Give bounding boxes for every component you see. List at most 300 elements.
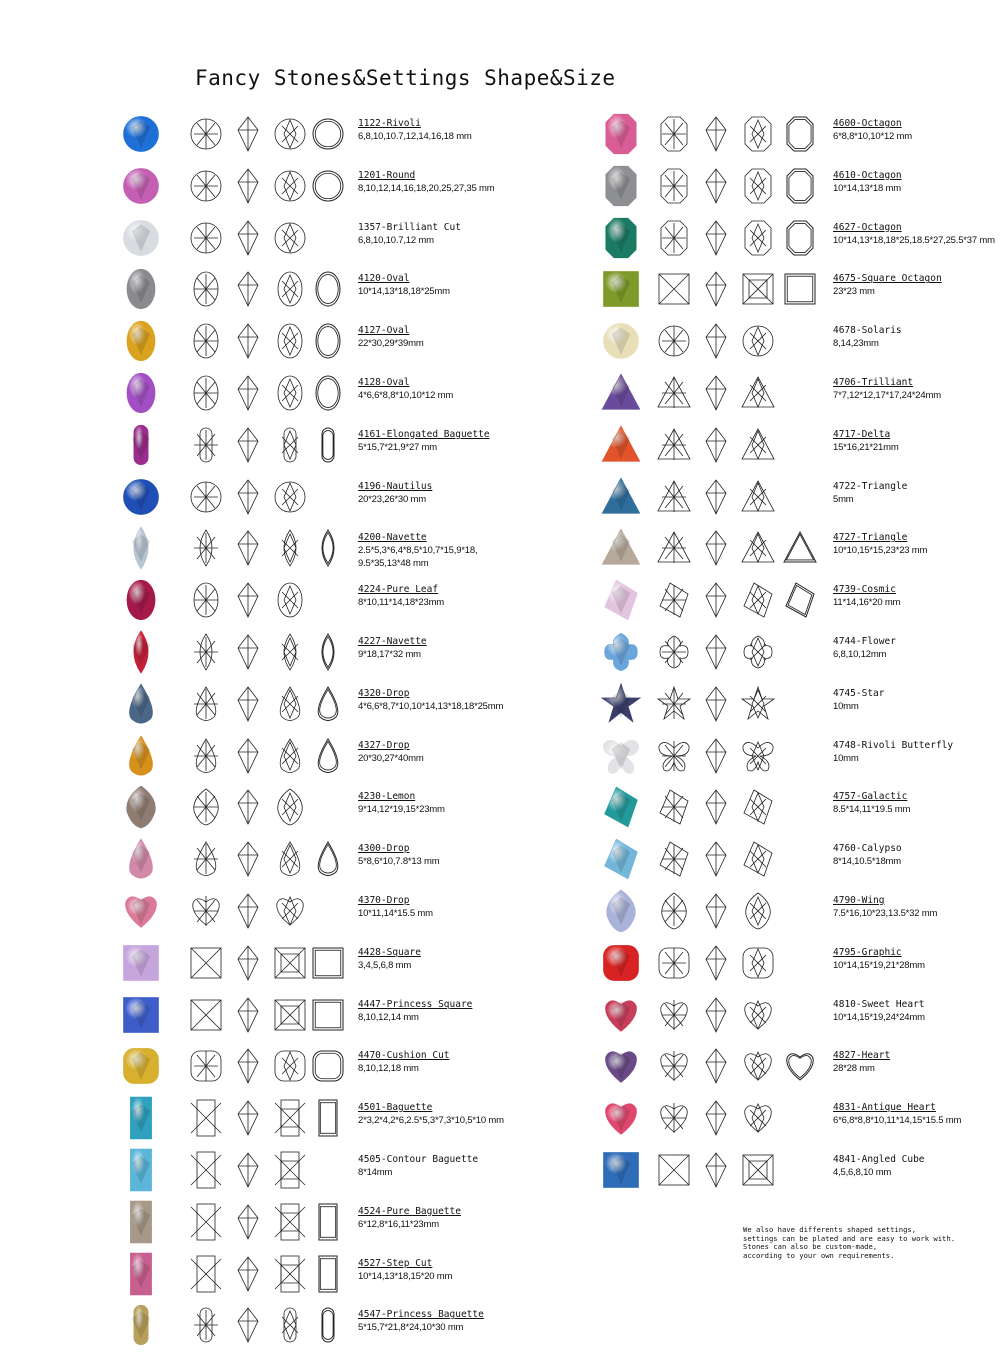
stone-name: 4547-Princess Baguette <box>358 1309 484 1321</box>
stone-name: 4795-Graphic <box>833 946 902 958</box>
stone-cut-drawings <box>656 528 776 568</box>
stone-sizes: 28*28 mm <box>833 1063 875 1075</box>
setting-drawing <box>310 528 346 568</box>
stone-sizes: 5*15,7*21,8*24,10*30 mm <box>358 1322 464 1334</box>
cut-drawing <box>740 839 776 879</box>
stone-row <box>112 1092 592 1144</box>
cut-drawing <box>230 1254 266 1294</box>
stone-cut-drawings <box>188 218 308 258</box>
cut-drawing <box>272 218 308 258</box>
cut-drawing <box>188 269 224 309</box>
stone-photo <box>598 474 644 520</box>
cut-drawing <box>656 839 692 879</box>
stone-sizes: 10mm <box>833 752 859 764</box>
cut-drawing <box>740 943 776 983</box>
cut-drawing <box>188 528 224 568</box>
cut-drawing <box>272 995 308 1035</box>
cut-drawing <box>698 373 734 413</box>
stone-row <box>592 678 992 730</box>
stone-row <box>112 419 592 471</box>
cut-drawing <box>740 166 776 206</box>
cut-drawing <box>656 269 692 309</box>
stone-row <box>592 574 992 626</box>
stone-info <box>833 687 884 713</box>
stone-sizes: 4*6,6*8,7*10,10*14,13*18,18*25mm <box>358 700 504 712</box>
cut-drawing <box>740 269 776 309</box>
stone-name: 4127-Oval <box>358 325 410 337</box>
setting-drawing <box>310 321 346 361</box>
stone-name: 4505-Contour Baguette <box>358 1153 479 1165</box>
cut-drawing <box>230 684 266 724</box>
stone-name: 4227-Navette <box>358 635 427 647</box>
cut-drawing <box>272 321 308 361</box>
stone-sizes: 20*23,26*30 mm <box>358 493 426 505</box>
stone-photo <box>118 1251 164 1297</box>
cut-drawing <box>656 1150 692 1190</box>
stone-cut-drawings <box>188 321 308 361</box>
stone-row <box>112 315 592 367</box>
stone-photo <box>598 888 644 934</box>
cut-drawing <box>740 1046 776 1086</box>
stone-photo <box>118 940 164 986</box>
stone-photo <box>118 577 164 623</box>
cut-drawing <box>230 1098 266 1138</box>
stone-name: 4827-Heart <box>833 1050 891 1062</box>
stone-row <box>112 626 592 678</box>
stone-name: 4120-Oval <box>358 273 410 285</box>
stone-row <box>112 833 592 885</box>
stone-info <box>833 635 896 661</box>
stone-photo <box>118 1199 164 1245</box>
stone-name: 4722-Triangle <box>833 480 908 492</box>
stone-row <box>112 1196 592 1248</box>
stone-cut-drawings <box>188 580 308 620</box>
cut-drawing <box>272 373 308 413</box>
cut-drawing <box>230 1150 266 1190</box>
setting-drawing <box>310 373 346 413</box>
stone-photo <box>598 318 644 364</box>
stone-cut-drawings <box>656 269 776 309</box>
cut-drawing <box>188 787 224 827</box>
stone-cut-drawings <box>188 891 308 931</box>
stone-info <box>358 790 445 816</box>
cut-drawing <box>698 580 734 620</box>
stone-info <box>833 324 902 350</box>
stone-info <box>833 376 941 402</box>
stone-cut-drawings <box>188 736 308 776</box>
stone-cut-drawings <box>188 1254 308 1294</box>
stone-sizes: 8*14,10.5*18mm <box>833 856 901 868</box>
stone-name: 4524-Pure Baguette <box>358 1205 461 1217</box>
cut-drawing <box>740 684 776 724</box>
cut-drawing <box>656 736 692 776</box>
stone-sizes: 3,4,5,6,8 mm <box>358 959 412 971</box>
stone-cut-drawings <box>188 995 308 1035</box>
cut-drawing <box>230 839 266 879</box>
stone-sizes: 2.5*5,3*6,4*8,5*10,7*15,9*18, 9.5*35,13*48 mm <box>358 545 478 570</box>
stone-name: 4627-Octagon <box>833 221 902 233</box>
stone-row <box>592 989 992 1041</box>
stone-info <box>833 117 912 143</box>
stone-info <box>833 1101 961 1127</box>
stone-name: 4428-Square <box>358 946 421 958</box>
stone-row <box>112 471 592 523</box>
stone-info <box>358 376 453 402</box>
stone-name: 4128-Oval <box>358 376 410 388</box>
cut-drawing <box>272 1150 308 1190</box>
stone-photo <box>118 318 164 364</box>
stone-photo <box>598 111 644 157</box>
cut-drawing <box>656 1046 692 1086</box>
cut-drawing <box>188 1305 224 1345</box>
stone-name: 4790-Wing <box>833 894 885 906</box>
stone-sizes: 10mm <box>833 700 859 712</box>
cut-drawing <box>230 218 266 258</box>
cut-drawing <box>272 166 308 206</box>
stone-cut-drawings <box>656 995 776 1035</box>
stone-name: 4200-Navette <box>358 532 427 544</box>
cut-drawing <box>188 373 224 413</box>
right-stone-column <box>592 108 995 1196</box>
setting-drawing <box>310 114 346 154</box>
stone-photo <box>118 215 164 261</box>
cut-drawing <box>188 943 224 983</box>
stone-info <box>833 428 899 454</box>
stone-photo <box>118 629 164 675</box>
stone-row <box>112 1299 592 1351</box>
stone-cut-drawings <box>188 839 308 879</box>
stone-cut-drawings <box>656 1046 776 1086</box>
stone-sizes: 10*14,13*18,18*25mm <box>358 286 450 298</box>
cut-drawing <box>698 166 734 206</box>
stone-info <box>833 221 995 247</box>
setting-drawing <box>310 269 346 309</box>
cut-drawing <box>272 943 308 983</box>
stone-info <box>358 946 421 972</box>
stone-info <box>833 894 937 920</box>
stone-sizes: 10*10,15*15,23*23 mm <box>833 545 928 557</box>
stone-sizes: 8,14,23mm <box>833 338 879 350</box>
stone-cut-drawings <box>188 477 308 517</box>
stone-sizes: 8,10,12,14 mm <box>358 1011 419 1023</box>
stone-row <box>112 160 592 212</box>
cut-drawing <box>188 580 224 620</box>
cut-drawing <box>740 580 776 620</box>
stone-info <box>358 169 494 195</box>
cut-drawing <box>272 1305 308 1345</box>
stone-row <box>112 1144 592 1196</box>
setting-drawing <box>310 736 346 776</box>
stone-sizes: 9*18,17*32 mm <box>358 648 421 660</box>
stone-photo <box>598 1095 644 1141</box>
stone-sizes: 2*3,2*4,2*6,2.5*5,3*7,3*10,5*10 mm <box>358 1115 504 1127</box>
stone-cut-drawings <box>188 1150 308 1190</box>
cut-drawing <box>740 373 776 413</box>
stone-photo <box>118 370 164 416</box>
cut-drawing <box>230 1305 266 1345</box>
cut-drawing <box>740 321 776 361</box>
cut-drawing <box>698 943 734 983</box>
stone-info <box>358 1101 504 1127</box>
cut-drawing <box>656 684 692 724</box>
stone-cut-drawings <box>188 269 308 309</box>
stone-photo <box>598 836 644 882</box>
cut-drawing <box>188 632 224 672</box>
cut-drawing <box>740 477 776 517</box>
stone-row <box>112 781 592 833</box>
stone-cut-drawings <box>188 166 308 206</box>
cut-drawing <box>188 1202 224 1242</box>
cut-drawing <box>272 787 308 827</box>
stone-info <box>833 1049 890 1075</box>
stone-name: 4300-Drop <box>358 843 410 855</box>
stone-name: 4706-Trilliant <box>833 376 914 388</box>
cut-drawing <box>698 1098 734 1138</box>
stone-cut-drawings <box>656 425 776 465</box>
cut-drawing <box>230 995 266 1035</box>
stone-row <box>112 885 592 937</box>
stone-name: 4831-Antique Heart <box>833 1102 936 1114</box>
stone-row <box>592 212 995 264</box>
stone-row <box>112 1040 592 1092</box>
stone-cut-drawings <box>188 632 308 672</box>
cut-drawing <box>698 1046 734 1086</box>
stone-photo <box>118 992 164 1038</box>
setting-drawing <box>310 632 346 672</box>
stone-info <box>358 428 490 454</box>
stone-sizes: 7.5*16,10*23,13.5*32 mm <box>833 907 938 919</box>
stone-info <box>833 169 902 195</box>
cut-drawing <box>230 1202 266 1242</box>
stone-row <box>592 263 992 315</box>
stone-name: 4739-Cosmic <box>833 584 896 596</box>
stone-row <box>592 419 992 471</box>
stone-sizes: 10*14,13*18,18*25,18.5*27,25.5*37 mm <box>833 234 995 246</box>
stone-info <box>358 635 427 661</box>
stone-photo <box>118 733 164 779</box>
stone-info <box>833 842 902 868</box>
cut-drawing <box>230 166 266 206</box>
stone-sizes: 5*15,7*21,9*27 mm <box>358 441 437 453</box>
cut-drawing <box>230 477 266 517</box>
cut-drawing <box>698 114 734 154</box>
stone-sizes: 10*14,15*19,24*24mm <box>833 1011 925 1023</box>
cut-drawing <box>698 891 734 931</box>
setting-drawing <box>310 425 346 465</box>
stone-name: 4841-Angled Cube <box>833 1153 925 1165</box>
cut-drawing <box>656 373 692 413</box>
cut-drawing <box>188 477 224 517</box>
stone-row <box>592 315 992 367</box>
cut-drawing <box>740 891 776 931</box>
cut-drawing <box>272 580 308 620</box>
cut-drawing <box>272 1098 308 1138</box>
stone-sizes: 8*10,11*14,18*23mm <box>358 597 445 609</box>
cut-drawing <box>698 787 734 827</box>
stone-cut-drawings <box>656 787 776 827</box>
setting-drawing <box>310 995 346 1035</box>
stone-info <box>358 998 472 1024</box>
stone-row <box>592 1092 992 1144</box>
stone-photo <box>118 163 164 209</box>
stone-row <box>592 885 992 937</box>
stone-row <box>592 1144 992 1196</box>
stone-row <box>592 522 992 574</box>
stone-cut-drawings <box>656 321 776 361</box>
cut-drawing <box>656 943 692 983</box>
stone-row <box>592 833 992 885</box>
stone-sizes: 10*11,14*15.5 mm <box>358 907 433 919</box>
stone-name: 4600-Octagon <box>833 118 902 129</box>
cut-drawing <box>740 632 776 672</box>
stone-cut-drawings <box>188 1098 308 1138</box>
stone-name: 4678-Solaris <box>833 325 902 337</box>
stone-info <box>833 531 927 557</box>
stone-row <box>112 730 592 782</box>
stone-name: 1122-Rivoli <box>358 118 421 129</box>
cut-drawing <box>188 995 224 1035</box>
stone-name: 4527-Step Cut <box>358 1257 433 1269</box>
page-title: Fancy Stones&Settings Shape&Size <box>195 66 616 90</box>
setting-drawing <box>310 1098 346 1138</box>
stone-cut-drawings <box>188 943 308 983</box>
cut-drawing <box>698 321 734 361</box>
cut-drawing <box>740 787 776 827</box>
cut-drawing <box>656 166 692 206</box>
stone-photo <box>118 1043 164 1089</box>
stone-photo <box>118 1095 164 1141</box>
cut-drawing <box>656 632 692 672</box>
stone-info <box>358 480 432 506</box>
stone-info <box>358 221 461 247</box>
cut-drawing <box>230 321 266 361</box>
stone-name: 4745-Star <box>833 687 885 699</box>
stone-name: 4610-Octagon <box>833 169 902 181</box>
cut-drawing <box>188 839 224 879</box>
stone-cut-drawings <box>656 839 776 879</box>
stone-photo <box>598 1147 644 1193</box>
cut-drawing <box>740 425 776 465</box>
stone-sizes: 4*6,6*8,8*10,10*12 mm <box>358 389 454 401</box>
stone-sizes: 10*14,15*19,21*28mm <box>833 959 925 971</box>
stone-row <box>592 937 992 989</box>
stone-name: 4161-Elongated Baguette <box>358 428 490 440</box>
stone-sizes: 11*14,16*20 mm <box>833 597 901 609</box>
stone-row <box>592 367 992 419</box>
stone-cut-drawings <box>656 736 776 776</box>
stone-row <box>112 989 592 1041</box>
stone-photo <box>598 992 644 1038</box>
stone-info <box>358 1257 452 1283</box>
cut-drawing <box>272 684 308 724</box>
stone-sizes: 6,8,10,10.7,12 mm <box>358 234 434 246</box>
cut-drawing <box>188 321 224 361</box>
stone-row <box>592 160 992 212</box>
cut-drawing <box>272 477 308 517</box>
stone-info <box>833 583 900 609</box>
cut-drawing <box>272 632 308 672</box>
stone-cut-drawings <box>188 1202 308 1242</box>
cut-drawing <box>272 425 308 465</box>
left-stone-column <box>112 108 592 1351</box>
stone-name: 1357-Brilliant Cut <box>358 221 461 233</box>
settings-note: We also have differents shaped settings, settings can be plated and are easy to work with. Stones can also be custom-made, according to your own requirements. <box>743 1225 956 1260</box>
stone-info <box>833 480 907 506</box>
stone-name: 4370-Drop <box>358 894 410 906</box>
setting-drawing <box>782 269 818 309</box>
stone-photo <box>598 784 644 830</box>
stone-sizes: 9*14,12*19,15*23mm <box>358 804 445 816</box>
stone-cut-drawings <box>188 425 308 465</box>
stone-row <box>592 781 992 833</box>
stone-row <box>592 471 992 523</box>
cut-drawing <box>740 114 776 154</box>
stone-sizes: 8.5*14,11*19.5 mm <box>833 804 911 816</box>
stone-photo <box>598 733 644 779</box>
cut-drawing <box>188 1150 224 1190</box>
stone-sizes: 6,8,10,10.7,12,14,16,18 mm <box>358 131 472 142</box>
cut-drawing <box>740 995 776 1035</box>
stone-cut-drawings <box>656 684 776 724</box>
stone-sizes: 8*14mm <box>358 1166 393 1178</box>
cut-drawing <box>698 218 734 258</box>
stone-info <box>358 687 503 713</box>
stone-row <box>112 212 592 264</box>
stone-photo <box>598 1043 644 1089</box>
cut-drawing <box>230 787 266 827</box>
stone-photo <box>598 215 644 261</box>
cut-drawing <box>272 1202 308 1242</box>
stone-cut-drawings <box>656 373 776 413</box>
cut-drawing <box>230 1046 266 1086</box>
cut-drawing <box>230 736 266 776</box>
cut-drawing <box>698 632 734 672</box>
stone-name: 4196-Nautilus <box>358 480 433 492</box>
stone-cut-drawings <box>656 1150 776 1190</box>
cut-drawing <box>272 1254 308 1294</box>
stone-name: 4727-Triangle <box>833 532 908 544</box>
stone-photo <box>118 836 164 882</box>
stone-name: 4717-Delta <box>833 428 891 440</box>
stone-info <box>358 324 424 350</box>
cut-drawing <box>656 218 692 258</box>
stone-cut-drawings <box>188 114 308 154</box>
cut-drawing <box>272 736 308 776</box>
cut-drawing <box>230 891 266 931</box>
cut-drawing <box>656 787 692 827</box>
stone-info <box>833 272 942 298</box>
stone-info <box>358 117 472 143</box>
stone-info <box>833 1153 925 1179</box>
stone-name: 4744-Flower <box>833 635 896 647</box>
stone-photo <box>118 1302 164 1348</box>
cut-drawing <box>656 114 692 154</box>
cut-drawing <box>188 1098 224 1138</box>
stone-name: 4757-Galactic <box>833 791 908 803</box>
stone-name: 4327-Drop <box>358 739 410 751</box>
stone-row <box>112 367 592 419</box>
stone-cut-drawings <box>188 684 308 724</box>
stone-name: 1201-Round <box>358 169 416 181</box>
stone-photo <box>598 163 644 209</box>
stone-info <box>833 739 953 765</box>
cut-drawing <box>230 373 266 413</box>
stone-photo <box>598 629 644 675</box>
stone-name: 4320-Drop <box>358 687 410 699</box>
cut-drawing <box>698 839 734 879</box>
stone-cut-drawings <box>188 1305 308 1345</box>
cut-drawing <box>740 528 776 568</box>
